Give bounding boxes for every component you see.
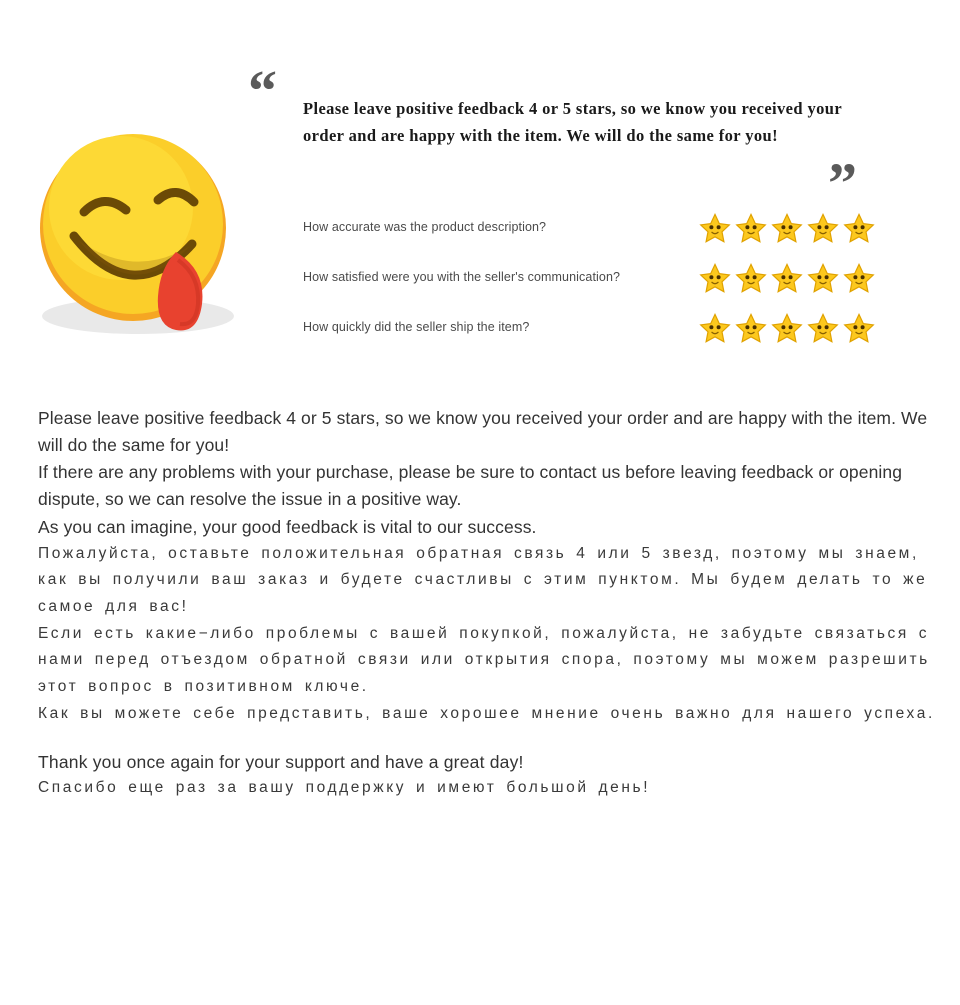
star-icon[interactable] bbox=[771, 212, 803, 244]
star-icon[interactable] bbox=[771, 312, 803, 344]
rating-questions-list bbox=[303, 214, 903, 364]
question-label: How quickly did the seller ship the item? bbox=[303, 320, 530, 334]
question-label: How satisfied were you with the seller's communication? bbox=[303, 270, 621, 284]
winking-face-with-tongue-emoji bbox=[26, 120, 256, 340]
rating-row bbox=[303, 264, 903, 314]
feedback-banner bbox=[0, 0, 960, 375]
star-icon[interactable] bbox=[699, 312, 731, 344]
paragraph-en-2: If there are any problems with your purchase, please be sure to contact us before leaving feedback or opening dispute, so we can resolve the issue in a positive way. bbox=[38, 462, 903, 510]
star-icon[interactable] bbox=[807, 212, 839, 244]
paragraph-ru-3: Как вы можете себе представить, ваше хорошее мнение очень важно для нашего успеха. bbox=[38, 704, 935, 722]
star-rating[interactable] bbox=[699, 312, 875, 344]
thanks-ru: Спасибо еще раз за вашу поддержку и имеют большой день! bbox=[38, 779, 651, 797]
feedback-body-text bbox=[38, 405, 938, 802]
paragraph-en-1: Please leave positive feedback 4 or 5 stars, so we know you received your order and are happy with the item. We will do the same for you! bbox=[38, 408, 928, 456]
star-icon[interactable] bbox=[807, 312, 839, 344]
paragraph-ru-1: Пожалуйста, оставьте положительная обратная связь 4 или 5 звезд, поэтому мы знаем, как вы получили ваш заказ и будете счастливы с этим пунктом. Мы будем делать то же самое для вас! bbox=[38, 544, 928, 615]
thanks-en: Thank you once again for your support and have a great day! bbox=[38, 752, 524, 773]
star-icon[interactable] bbox=[735, 212, 767, 244]
star-icon[interactable] bbox=[843, 262, 875, 294]
star-icon[interactable] bbox=[699, 262, 731, 294]
star-icon[interactable] bbox=[735, 262, 767, 294]
star-icon[interactable] bbox=[771, 262, 803, 294]
star-rating[interactable] bbox=[699, 262, 875, 294]
paragraph-ru-2: Если есть какие−либо проблемы с вашей покупкой, пожалуйста, не забудьте связаться с нами перед отъездом обратной связи или открытия спора, поэтому мы можем разрешить этот вопрос в позитивном ключе. bbox=[38, 624, 930, 695]
headline-text: Please leave positive feedback 4 or 5 stars, so we know you received your order and are happy with the item. We will do the same for you! bbox=[303, 99, 842, 146]
star-rating[interactable] bbox=[699, 212, 875, 244]
rating-row bbox=[303, 214, 903, 264]
star-icon[interactable] bbox=[699, 212, 731, 244]
quote-close-icon: ” bbox=[828, 151, 854, 216]
quote-open-icon: “ bbox=[248, 58, 274, 123]
star-icon[interactable] bbox=[843, 312, 875, 344]
paragraph-en-3: As you can imagine, your good feedback is vital to our success. bbox=[38, 516, 537, 537]
rating-row bbox=[303, 314, 903, 364]
star-icon[interactable] bbox=[843, 212, 875, 244]
star-icon[interactable] bbox=[735, 312, 767, 344]
question-label: How accurate was the product description? bbox=[303, 220, 547, 234]
paragraph-spacer bbox=[38, 727, 938, 749]
star-icon[interactable] bbox=[807, 262, 839, 294]
